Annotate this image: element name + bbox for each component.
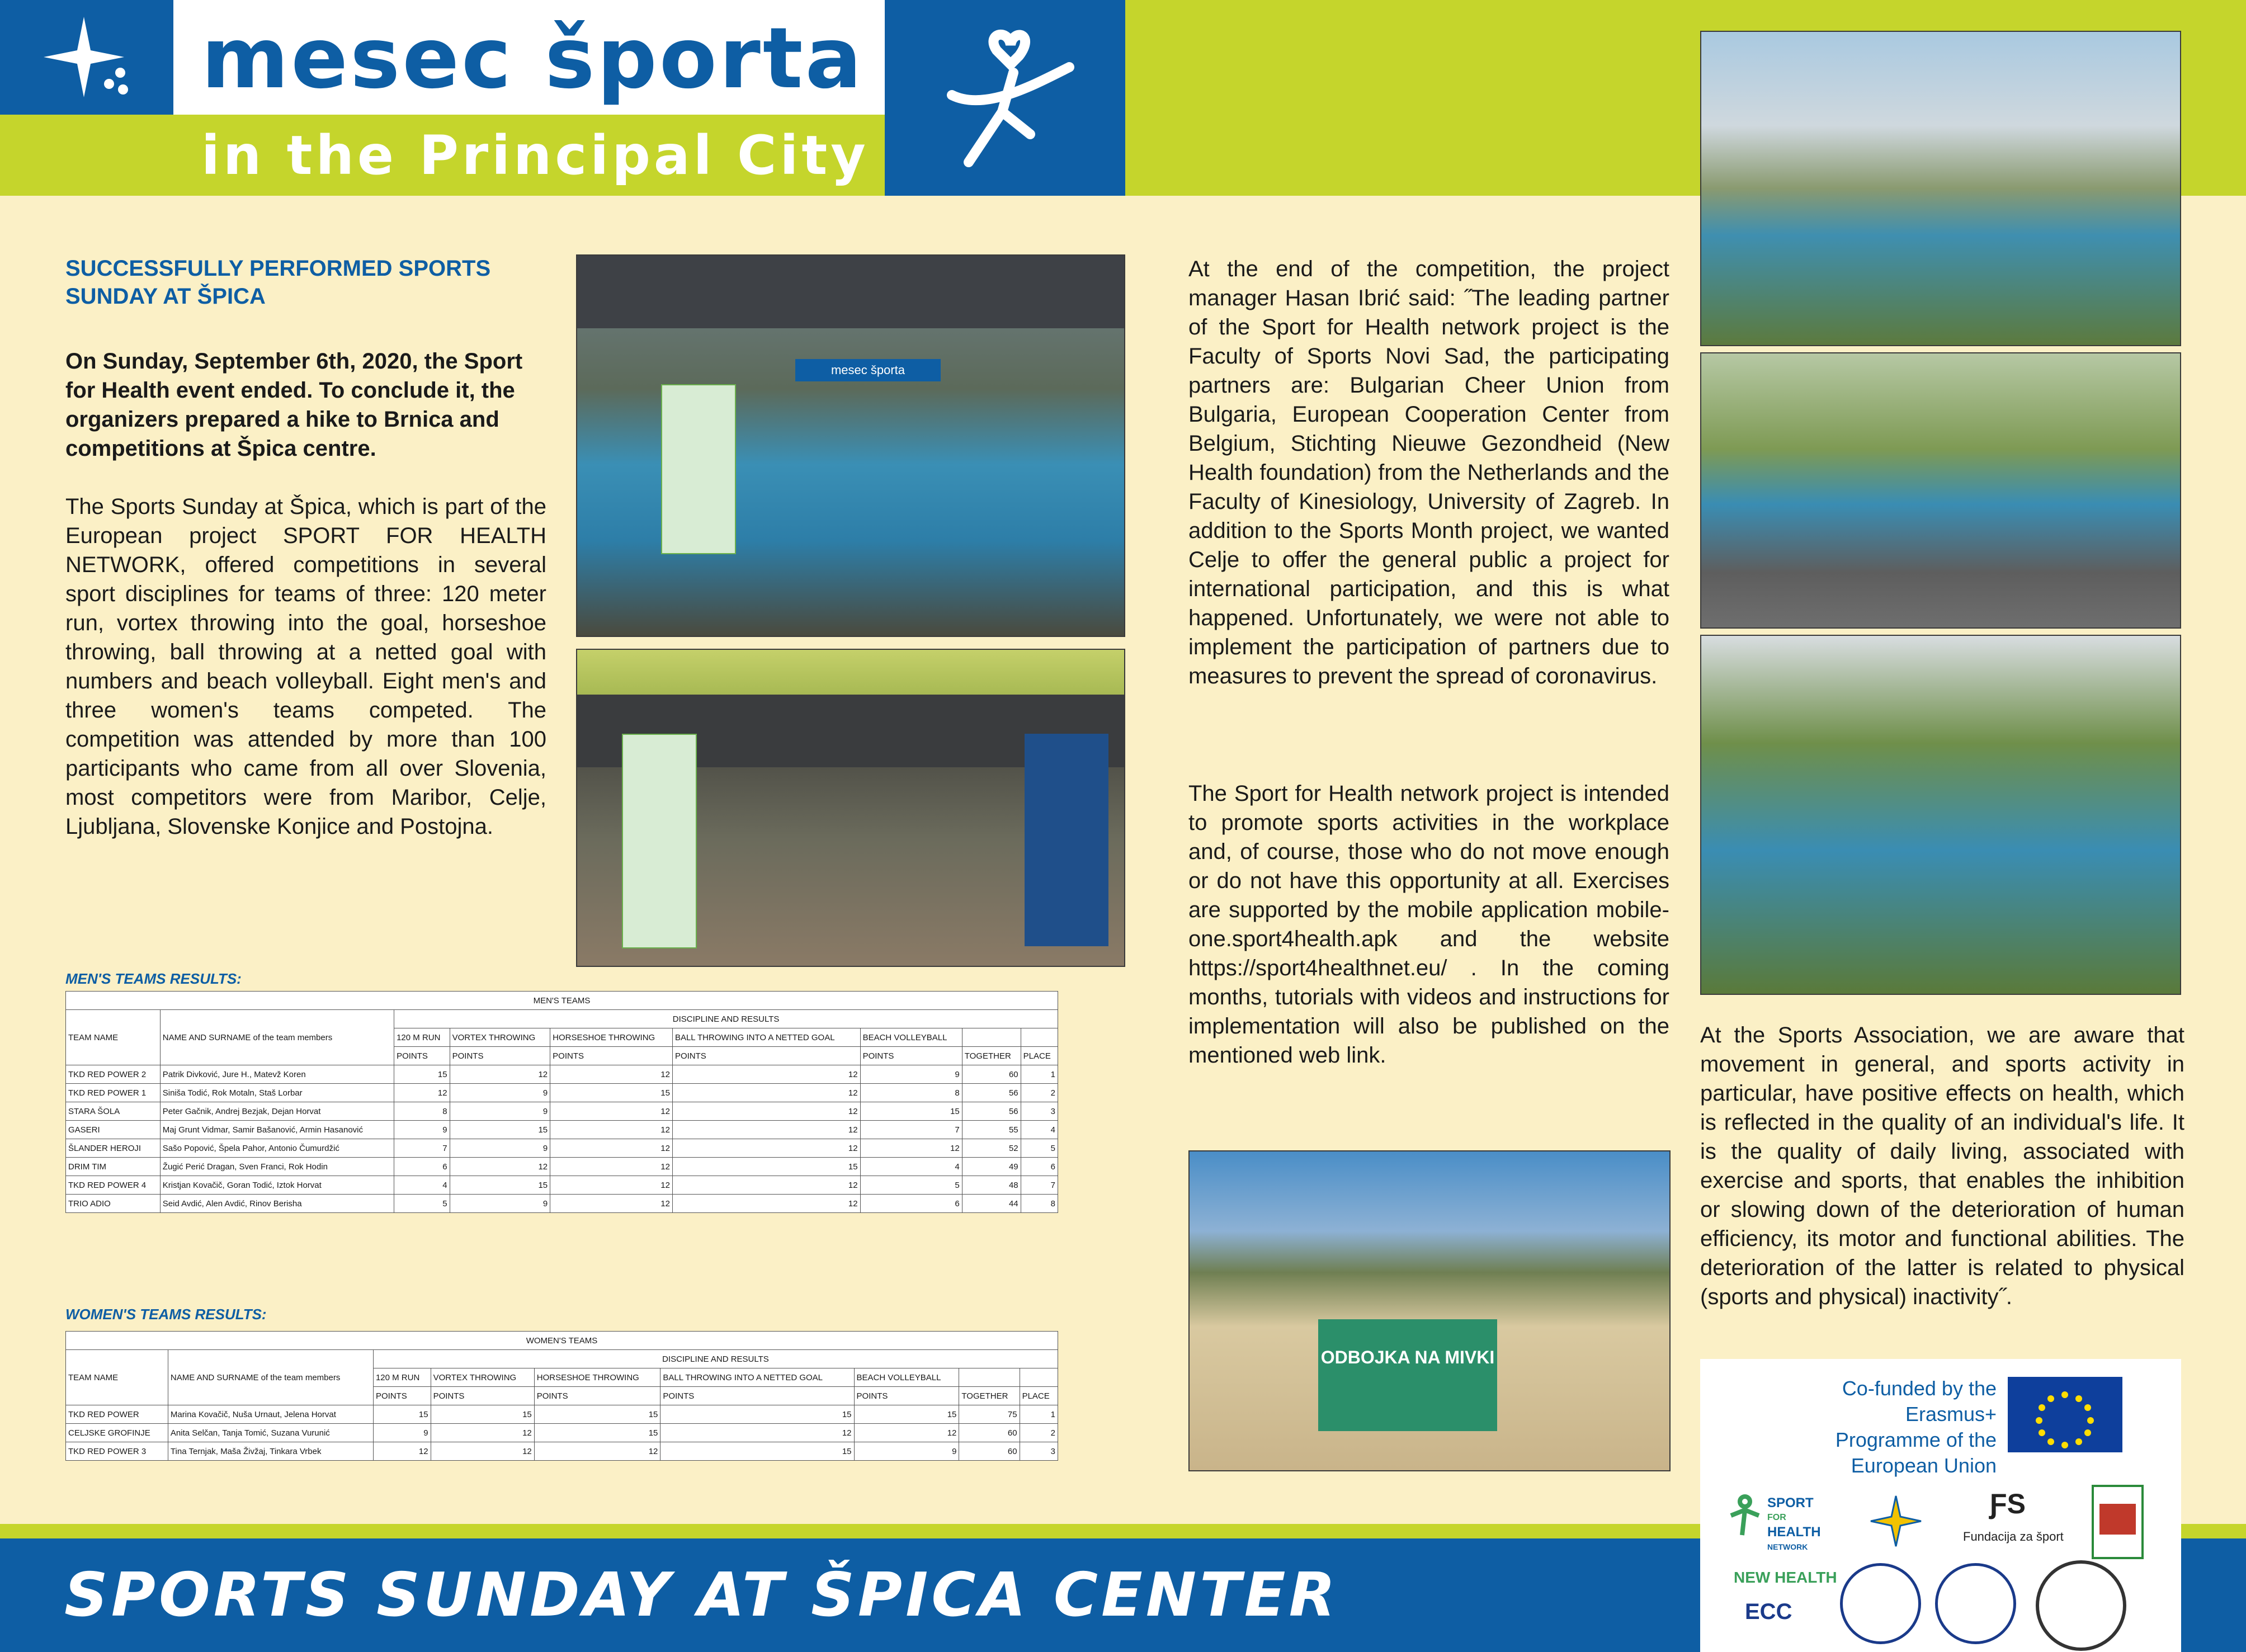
together-cell: 44 [962,1195,1021,1213]
members-cell: Peter Gačnik, Andrej Bezjak, Dejan Horvat [160,1102,394,1121]
partner-logos [1700,1359,2181,1652]
run-cell: 12 [394,1084,450,1102]
article-lead: On Sunday, September 6th, 2020, the Sport for Health event ended. To conclude it, the organizers prepared a hike to Brnica and competitions at Špica centre. [65,349,523,461]
team-cell: TKD RED POWER 2 [66,1065,161,1084]
table-row [66,1424,1058,1442]
col-place: PLACE [1021,1047,1058,1065]
team-cell: GASERI [66,1121,161,1139]
horseshoe-cell: 12 [550,1176,673,1195]
beach-cell: 6 [860,1195,962,1213]
col-ball: BALL THROWING INTO A NETTED GOAL [672,1028,860,1047]
col-points: POINTS [394,1047,450,1065]
table-header: WOMEN'S TEAMS [66,1332,1058,1350]
team-cell: TKD RED POWER 3 [66,1442,168,1461]
members-cell: Patrik Divković, Jure H., Matevž Koren [160,1065,394,1084]
run-cell: 12 [373,1442,431,1461]
ball-cell: 15 [660,1442,854,1461]
col-points: POINTS [373,1387,431,1405]
beach-cell: 12 [854,1424,959,1442]
beach-cell: 4 [860,1158,962,1176]
footer-title: SPORTS SUNDAY AT ŠPICA CENTER [64,1560,1339,1630]
sport-for-health-banner [661,384,736,554]
fundacija-logo-icon: ƑS [1990,1488,2026,1519]
horseshoe-cell: 12 [534,1442,660,1461]
table-row [66,1195,1058,1213]
members-cell: Seid Avdić, Alen Avdić, Rinov Berisha [160,1195,394,1213]
ball-cell: 12 [672,1139,860,1158]
beach-cell: 15 [854,1405,959,1424]
novi-sad-university-seal-icon [2036,1560,2126,1651]
place-cell: 7 [1021,1176,1058,1195]
ball-cell: 12 [672,1065,860,1084]
horseshoe-cell: 12 [550,1195,673,1213]
team-cell: TKD RED POWER [66,1405,168,1424]
place-cell: 1 [1020,1405,1058,1424]
col-120: 120 M RUN [373,1368,431,1387]
col-horseshoe: HORSESHOE THROWING [550,1028,673,1047]
col-beach: BEACH VOLLEYBALL [860,1028,962,1047]
col-blank [1020,1368,1058,1387]
ball-cell: 12 [672,1084,860,1102]
col-team: TEAM NAME [66,1010,161,1065]
run-cell: 6 [394,1158,450,1176]
event-banner: mesec športa [795,359,941,381]
together-cell: 75 [959,1405,1020,1424]
ball-cell: 12 [672,1195,860,1213]
men-table-title: MEN'S TEAMS RESULTS: [65,970,242,987]
together-cell: 48 [962,1176,1021,1195]
members-cell: Maj Grunt Vidmar, Samir Bašanović, Armin Hasanović [160,1121,394,1139]
horseshoe-cell: 12 [550,1102,673,1121]
fundacija-text: Fundacija za šport [1963,1530,2064,1544]
place-cell: 3 [1020,1442,1058,1461]
team-cell: STARA ŠOLA [66,1102,161,1121]
run-cell: 8 [394,1102,450,1121]
info-stand-photo [576,649,1125,967]
members-cell: Kristjan Kovačič, Goran Todić, Iztok Horvat [160,1176,394,1195]
members-cell: Tina Ternjak, Maša Živžaj, Tinkara Vrbek [168,1442,373,1461]
vortex-cell: 12 [431,1442,534,1461]
ball-cell: 15 [672,1158,860,1176]
together-cell: 56 [962,1102,1021,1121]
table-row [66,1065,1058,1084]
team-cell: CELJSKE GROFINJE [66,1424,168,1442]
ball-cell: 12 [660,1424,854,1442]
article-headline: SUCCESSFULLY PERFORMED SPORTS SUNDAY AT ŠPICA [65,256,491,309]
shelter-roof [577,256,1124,328]
horseshoe-cell: 12 [550,1065,673,1084]
horseshoe-cell: 12 [550,1158,673,1176]
col-beach: BEACH VOLLEYBALL [854,1368,959,1387]
vortex-cell: 9 [450,1195,550,1213]
table-row [66,1084,1058,1102]
runner-mascot-icon [885,0,1125,196]
men-results-table [65,991,1058,1213]
eu-stars-icon [2008,1377,2122,1452]
members-cell: Sašo Popović, Špela Pahor, Antonio Čumurdžić [160,1139,394,1158]
vortex-throw-photo [1700,635,2181,995]
place-cell: 8 [1021,1195,1058,1213]
beach-cell: 12 [860,1139,962,1158]
place-cell: 4 [1021,1121,1058,1139]
women-table-title: WOMEN'S TEAMS RESULTS: [65,1306,267,1323]
place-cell: 6 [1021,1158,1058,1176]
col-points: POINTS [854,1387,959,1405]
novi-sad-faculty-seal-icon [1840,1563,1921,1644]
col-members: NAME AND SURNAME of the team members [160,1010,394,1065]
team-cell: ŠLANDER HEROJI [66,1139,161,1158]
beach-cell: 15 [860,1102,962,1121]
beach-cell: 9 [854,1442,959,1461]
table-row [66,1442,1058,1461]
horseshoe-cell: 15 [534,1424,660,1442]
table-row [66,1139,1058,1158]
members-cell: Anita Selčan, Tanja Tomić, Suzana Vurunić [168,1424,373,1442]
table-row [66,1158,1058,1176]
run-cell: 5 [394,1195,450,1213]
s4h-line-1: SPORT [1767,1495,1814,1511]
beach-cell: 5 [860,1176,962,1195]
run-cell: 15 [394,1065,450,1084]
place-cell: 1 [1021,1065,1058,1084]
association-star-icon [1868,1493,1924,1549]
beach-cell: 8 [860,1084,962,1102]
vortex-cell: 9 [450,1139,550,1158]
col-blank [962,1028,1021,1047]
col-120: 120 M RUN [394,1028,450,1047]
s4h-logo-text [1767,1496,1821,1554]
col-discipline: DISCIPLINE AND RESULTS [394,1010,1058,1028]
ball-cell: 12 [672,1102,860,1121]
vortex-cell: 9 [450,1102,550,1121]
header-subtitle: in the Principal City [201,124,869,187]
col-place: PLACE [1020,1387,1058,1405]
col-points: POINTS [660,1387,854,1405]
members-cell: Marina Kovačič, Nuša Urnaut, Jelena Horvat [168,1405,373,1424]
run-cell: 9 [373,1424,431,1442]
col-team: TEAM NAME [66,1350,168,1405]
team-cell: TKD RED POWER 1 [66,1084,161,1102]
vortex-cell: 12 [450,1065,550,1084]
team-cell: TKD RED POWER 4 [66,1176,161,1195]
ball-cell: 12 [672,1176,860,1195]
col-vortex: VORTEX THROWING [450,1028,550,1047]
place-cell: 2 [1021,1084,1058,1102]
table-header: MEN'S TEAMS [66,992,1058,1010]
col-discipline: DISCIPLINE AND RESULTS [373,1350,1058,1368]
together-cell: 49 [962,1158,1021,1176]
run-cell: 7 [394,1139,450,1158]
zagreb-kinesiology-seal-icon [1935,1563,2016,1644]
col-points: POINTS [550,1047,673,1065]
together-cell: 60 [959,1442,1020,1461]
table-row [66,1176,1058,1195]
beach-volleyball-photo [1188,1150,1671,1471]
run-cell: 4 [394,1176,450,1195]
article-para-4: At the Sports Association, we are aware that movement in general, and sports activity in particular, have positive effects on health, which is reflected in the quality of an individual's life. It is the quality of daily living, associated with exercise and sports, that enables the inhibition or slowing down of the deterioration of human efficiency, its motor and functional abilities. The deterioration of the latter is related to physical (sports and physical) inactivity˝. [1700,1023,2184,1309]
horseshoe-cell: 12 [550,1121,673,1139]
ecc-logo: ECC [1745,1599,1792,1624]
together-cell: 56 [962,1084,1021,1102]
sprint-start-photo [1700,31,2181,346]
together-cell: 52 [962,1139,1021,1158]
group-photo [576,254,1125,637]
members-cell: Žugić Perić Dragan, Sven Franci, Rok Hodin [160,1158,394,1176]
sports-sunday-banner [1025,734,1108,946]
sport-for-health-banner [622,734,697,948]
eu-flag-icon [2008,1377,2122,1452]
run-cell: 15 [373,1405,431,1424]
team-cell: TRIO ADIO [66,1195,161,1213]
vortex-cell: 15 [450,1176,550,1195]
sport-for-health-icon [1725,1493,1764,1538]
header-emblem-panel [0,0,173,115]
col-points: POINTS [672,1047,860,1065]
header-title: mesec športa [201,10,864,107]
table-row [66,1405,1058,1424]
s4h-line-2: FOR [1767,1513,1786,1522]
members-cell: Siniša Todić, Rok Motaln, Staš Lorbar [160,1084,394,1102]
col-blank [1021,1028,1058,1047]
article-para-1: The Sports Sunday at Špica, which is part of the European project SPORT FOR HEALTH NETWORK, offered competitions in several sport disciplines for teams of three: 120 meter run, vortex throwing into the goal, horseshoe throwing, ball throwing at a netted goal with numbers and beach volleyball. Eight men's and three women's teams competed. The competition was attended by more than 100 participants who came from all over Slovenia, most competitors were from Maribor, Celje, Ljubljana, Slovenske Konjice and Postojna. [65,494,546,839]
place-cell: 3 [1021,1102,1058,1121]
col-together: TOGETHER [959,1387,1020,1405]
table-row [66,1121,1058,1139]
ball-cell: 12 [672,1121,860,1139]
s4h-line-3: HEALTH [1767,1524,1821,1540]
new-health-logo: NEW HEALTH [1734,1569,1837,1586]
col-vortex: VORTEX THROWING [431,1368,534,1387]
together-cell: 55 [962,1121,1021,1139]
header-mascot-panel [885,0,1125,196]
together-cell: 60 [959,1424,1020,1442]
beach-cell: 9 [860,1065,962,1084]
together-cell: 60 [962,1065,1021,1084]
vortex-cell: 15 [450,1121,550,1139]
s4h-line-4: NETWORK [1767,1542,1808,1551]
col-points: POINTS [860,1047,962,1065]
col-horseshoe: HORSESHOE THROWING [534,1368,660,1387]
vortex-cell: 9 [450,1084,550,1102]
women-results-table [65,1331,1058,1461]
col-members: NAME AND SURNAME of the team members [168,1350,373,1405]
vortex-cell: 12 [450,1158,550,1176]
vortex-cell: 12 [431,1424,534,1442]
col-together: TOGETHER [962,1047,1021,1065]
ball-cell: 15 [660,1405,854,1424]
col-points: POINTS [450,1047,550,1065]
vortex-cell: 15 [431,1405,534,1424]
horseshoe-cell: 12 [550,1139,673,1158]
article-para-2: At the end of the competition, the project manager Hasan Ibrić said: ˝The leading partner of the Sport for Health network project is the Faculty of Sports Novi Sad, the participating partners are: Bulgarian Cheer Union from Bulgaria, European Cooperation Center from Belgium, Stichting Nieuwe Gezondheid (New Health foundation) from the Netherlands and the Faculty of Kinesiology, University of Zagreb. In addition to the Sports Month project, we wanted Celje to offer the general public a project for international participation, and this is what happened. Unfortunately, we were not able to implement the participation of partners due to measures to prevent the spread of coronavirus. [1188,257,1669,688]
place-cell: 5 [1021,1139,1058,1158]
horseshoe-cell: 15 [550,1084,673,1102]
table-row [66,1102,1058,1121]
star-emblem-icon [0,0,173,115]
erasmus-text: Co-funded by the Erasmus+ Programme of the European Union [1835,1377,1997,1477]
col-ball: BALL THROWING INTO A NETTED GOAL [660,1368,854,1387]
article-para-3: The Sport for Health network project is intended to promote sports activities in the workplace and, of course, those who do not move enough or do not have this opportunity at all. Exercises are supported by the mobile application mobile-one.sport4health.apk and the website https://sport4healthnet.eu/ . In the coming months, tutorials with videos and instructions for implementation will also be published on the mentioned web link. [1188,781,1669,1068]
col-blank [959,1368,1020,1387]
col-points: POINTS [534,1387,660,1405]
run-cell: 9 [394,1121,450,1139]
beach-cell: 7 [860,1121,962,1139]
place-cell: 2 [1020,1424,1058,1442]
horseshoe-cell: 15 [534,1405,660,1424]
jumping-runner-photo [1700,352,2181,629]
celje-crest-icon [2092,1485,2144,1559]
team-cell: DRIM TIM [66,1158,161,1176]
crest-field [2099,1504,2136,1535]
beach-sign: ODBOJKA NA MIVKI [1318,1319,1497,1431]
col-points: POINTS [431,1387,534,1405]
